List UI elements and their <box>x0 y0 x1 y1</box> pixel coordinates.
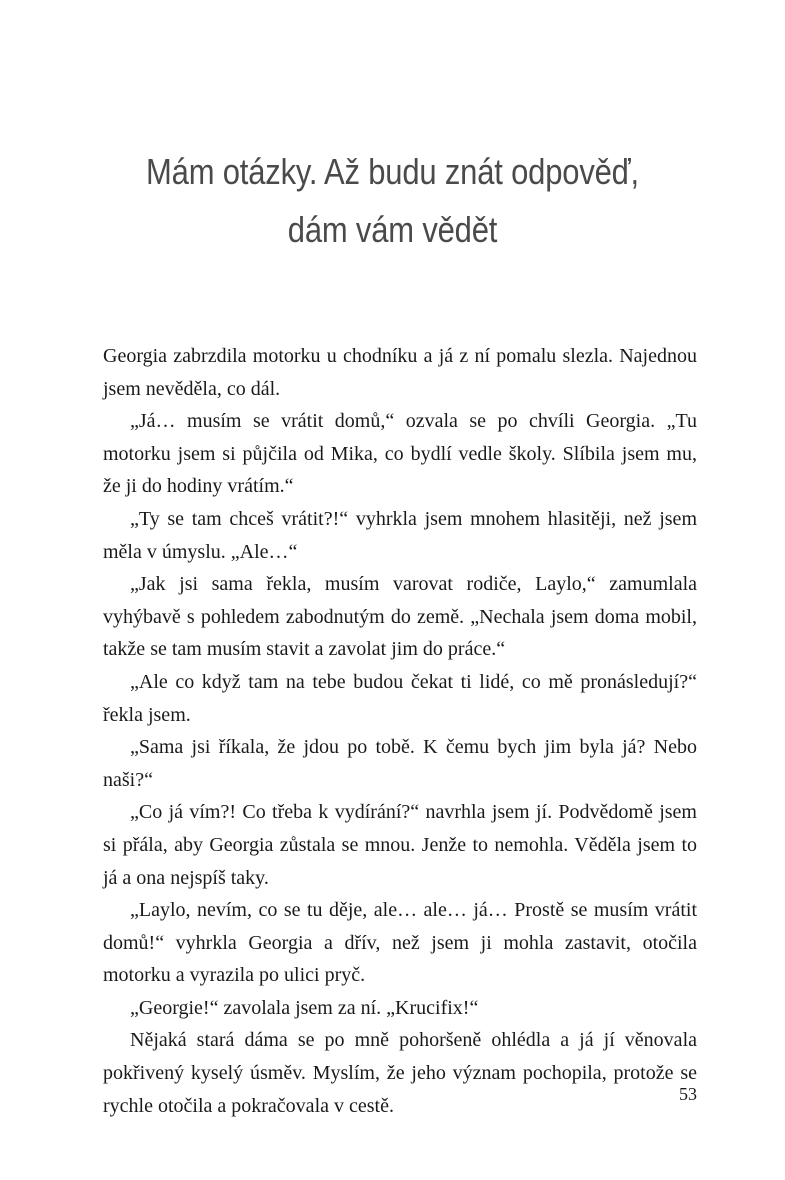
paragraph: Nějaká stará dáma se po mně pohoršeně ohlédla a já jí věnovala pokřivený kyselý úsměv. Myslím, že jeho význam pochopila, protože se rychle otočila a pokračovala v cestě. <box>103 1029 697 1117</box>
chapter-body <box>103 340 697 1122</box>
paragraph: Georgia zabrzdila motorku u chodníku a já z ní pomalu slezla. Najednou jsem nevěděla, co dál. <box>103 345 697 400</box>
chapter-title <box>107 143 679 259</box>
paragraph: „Co já vím?! Co třeba k vydírání?“ navrhla jsem jí. Podvědomě jsem si přála, aby Georgia zůstala se mnou. Jenže to nemohla. Věděla jsem to já a ona nejspíš taky. <box>103 801 697 889</box>
paragraph: „Jak jsi sama řekla, musím varovat rodiče, Laylo,“ zamumlala vyhýbavě s pohledem zabodnutým do země. „Nechala jsem doma mobil, takže se tam musím stavit a zavolat jim do práce.“ <box>103 573 697 661</box>
chapter-title-line-1: Mám otázky. Až budu znát odpověď, <box>146 151 639 192</box>
paragraph: „Ale co když tam na tebe budou čekat ti lidé, co mě pronásledují?“ řekla jsem. <box>103 670 697 726</box>
paragraph: „Laylo, nevím, co se tu děje, ale… ale… já… Prostě se musím vrátit domů!“ vyhrkla Georgia a dřív, než jsem ji mohla zastavit, otočila motorku a vyrazila po ulici pryč. <box>103 899 697 987</box>
page-number: 53 <box>679 1084 697 1104</box>
chapter-title-line-2: dám vám vědět <box>287 209 498 250</box>
paragraph: „Ty se tam chceš vrátit?!“ vyhrkla jsem mnohem hlasitěji, než jsem měla v úmyslu. „Ale…“ <box>103 507 697 563</box>
paragraph: „Sama jsi říkala, že jdou po tobě. K čemu bych jim byla já? Nebo naši?“ <box>103 736 697 791</box>
paragraph: „Já… musím se vrátit domů,“ ozvala se po chvíli Georgia. „Tu motorku jsem si půjčila od Mika, co bydlí vedle školy. Slíbila jsem mu, že ji do hodiny vrátím.“ <box>103 410 697 498</box>
paragraph: „Georgie!“ zavolala jsem za ní. „Krucifix!“ <box>130 996 479 1019</box>
